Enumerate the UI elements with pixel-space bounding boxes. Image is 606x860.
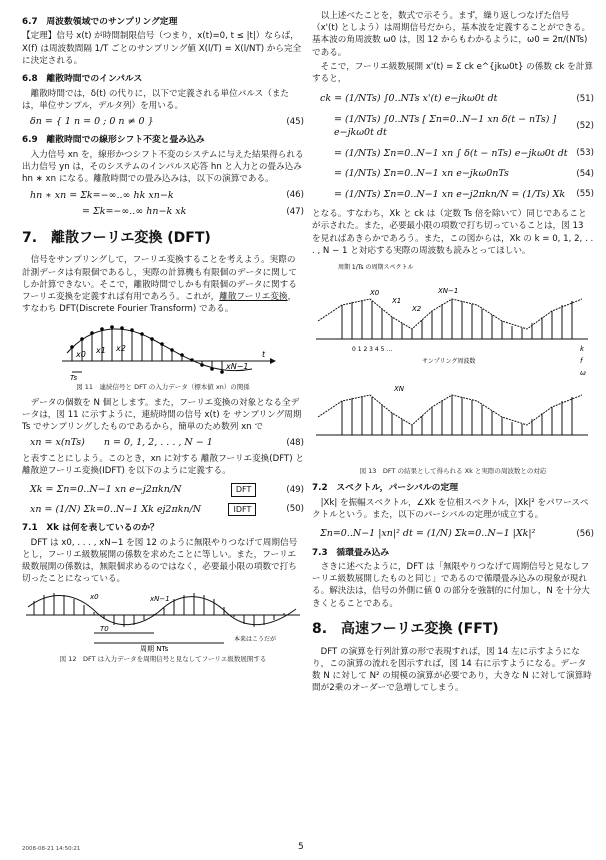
fig12-label-t0: T0 xyxy=(100,625,109,634)
equation-54-number: (54) xyxy=(576,168,594,179)
section-7-2-text: |Xk| を振幅スペクトル，∠Xk を位相スペクトル，|Xk|² をパワースペクトルという。また，以下のパーシバルの定理が成立する。 xyxy=(312,497,589,520)
section-7-text-1 xyxy=(22,254,304,315)
equation-49-body: Xk = Σn=0..N−1 xn e−j2πkn/N xyxy=(30,484,182,496)
fig13-bottom-stems xyxy=(342,395,572,435)
equation-53-body: = (1/NTs) Σn=0..N−1 xn ∫ δ(t − nTs) e−jkω0t dt xyxy=(334,147,568,159)
fig13-label-xn1: XN−1 xyxy=(438,286,459,295)
equation-47-body: = Σk=−∞..∞ hn−k xk xyxy=(82,206,187,218)
fig11-axis-arrow xyxy=(270,358,276,364)
fig11-label-x1: x1 xyxy=(96,346,106,356)
section-6-7-title: 6.7 周波数領域でのサンプリング定理 xyxy=(22,17,178,27)
fig12-label-period: 周期 NTs xyxy=(140,645,169,654)
right-text-2: そこで，フーリエ級数展開 x'(t) = Σ ck e^{jkω0t} の係数 ck を計算すると， xyxy=(312,61,593,85)
fig11-label-ts: Ts xyxy=(70,374,78,382)
equation-47 xyxy=(22,205,304,218)
fig13-label-x2: X2 xyxy=(412,304,422,313)
right-text-3: となる。すなわち，Xk と ck は（定数 Ts 倍を除いて）同じであることが示された。また，必要最小限の項数で打ち切っていることは，図 13 を見ればあきらかであろう。また，この図からは，Xk の k = 0, 1, 2, . . . , N − 1 と対応する実際の周波数も読みとってほしい。 xyxy=(312,209,594,256)
figure-11-caption: 図 11 連続信号と DFT の入力データ（標本値 xn）の関係 xyxy=(76,383,250,392)
right-column xyxy=(312,10,594,697)
equation-52-number: (52) xyxy=(576,121,594,132)
equation-49 xyxy=(22,483,304,496)
equation-53-number: (53) xyxy=(576,148,594,159)
section-8-title: 8. 高速フーリエ変換 (FFT) xyxy=(312,620,499,637)
equation-56-number: (56) xyxy=(576,528,594,539)
dft-term-link: 離散フーリエ変換 xyxy=(219,292,288,303)
figure-12-caption: 図 12 DFT は入力データを周期信号と見なしてフーリエ級数展開する xyxy=(59,655,267,664)
fig11-signal-curve xyxy=(67,329,252,371)
fig13-label-f: f xyxy=(580,356,583,365)
section-6-9-text: 入力信号 xn を，線形かつシフト不変のシステムに与えた結果得られる出力信号 yn は，そのシステムのインパルス応答 hn と入力との畳み込み hn ∗ xn になる。離散時間での畳み込みは，以下の演算である。 xyxy=(22,149,304,185)
equation-49-number: (49) xyxy=(286,484,304,495)
fig13-label-k: k xyxy=(580,344,585,353)
fig11-label-x0: x0 xyxy=(76,350,86,360)
equation-50 xyxy=(22,503,304,516)
section-7-1-text: DFT は x0, . . . , xN−1 を図 12 のように無限やりつなげて周期信号とし，フーリエ級数展開の係数を求めたことに等しい。また，フーリエ級数展開の係数は，無限個求めるのではなく，必要最小限の項数で打ち切ったことになっている。 xyxy=(22,537,298,585)
section-7-text-1-tail: ，すなわち DFT(Discrete Fourier Transform) である。 xyxy=(22,292,297,315)
equation-47-number: (47) xyxy=(286,206,304,217)
figure-12 xyxy=(22,587,304,653)
equation-53 xyxy=(312,147,594,160)
section-7-2-title: 7.2 スペクトル，パーシバルの定理 xyxy=(312,483,459,494)
equation-48-body: xn = x(nTs) n = 0, 1, 2, . . . , N − 1 xyxy=(30,437,213,449)
section-8-text: DFT の演算を行列計算の形で表現すれば，図 14 左に示すようになり，この演算の流れを図示すれば，図 14 右に示すようになる。データ数 N に対して N² の規模の演算が必要であり，大きな N に対して演算時間が2乗のオーダーで急増してしまう。 xyxy=(312,646,592,694)
equation-56-body: Σn=0..N−1 |xn|² dt = (1/N) Σk=0..N−1 |Xk|² xyxy=(320,528,536,540)
equation-55-body: = (1/NTs) Σn=0..N−1 xn e−j2πkn/N = (1/Ts) Xk xyxy=(334,188,566,200)
section-7-3-title: 7.3 循環畳み込み xyxy=(312,547,390,558)
fig13-label-x1: X1 xyxy=(392,296,402,305)
fig11-label-xn1: xN−1 xyxy=(226,362,249,372)
section-6-7-text: 【定理】信号 x(t) が時間制限信号（つまり，x(t)=0, t ≤ |t|）ならば，X(f) は周波数間隔 1/T ごとのサンプリング値 X(l/T) = X(l/NT) から完全に決定される。 xyxy=(22,31,302,66)
equation-55-number: (55) xyxy=(576,189,594,200)
section-6-9-title: 6.9 離散時間での線形シフト不変と畳み込み xyxy=(22,135,205,146)
fig13-label-sampling: サンプリング周波数 xyxy=(422,357,476,365)
equation-46 xyxy=(22,189,304,202)
equation-48-number: (48) xyxy=(286,437,304,448)
equation-56 xyxy=(312,527,594,540)
fig12-label-x0: x0 xyxy=(90,593,99,602)
equation-51-body: ck = (1/NTs) ∫0..NTs x'(t) e−jkω0t dt xyxy=(320,93,498,105)
fig13-label-xn: XN xyxy=(394,384,405,393)
section-7-1-title: 7.1 Xk は何を表しているのか？ xyxy=(22,523,159,534)
fig13-top-stems xyxy=(342,296,572,339)
fig11-label-t: t xyxy=(262,350,266,360)
section-6-8-text: 離散時間では，δ(t) の代りに，以下で定義される単位パルス（または，単位サンプル，デルタ列）を用いる。 xyxy=(22,88,290,111)
fig13-label-omega: ω xyxy=(580,368,586,377)
equation-45-number: (45) xyxy=(286,116,304,127)
equation-49-tag: DFT xyxy=(231,483,257,496)
section-7-3-text: さきに述べたように，DFT は「無限やりつなげて周期信号と見なしフーリエ級数展開したものと同じ」であるので循環畳み込みの現象が現れる。解決法は，信号の外側に値 0 の部分を強制的に付加し，N を十分大きくとることである。 xyxy=(312,562,590,609)
equation-55 xyxy=(312,188,594,201)
equation-46-number: (46) xyxy=(286,190,304,201)
fig12-label-note: 本来はこうだが xyxy=(234,636,277,644)
equation-50-body: xn = (1/N) Σk=0..N−1 Xk ej2πkn/N xyxy=(30,503,202,515)
equation-51-number: (51) xyxy=(576,93,594,104)
section-7-title: 7. 離散フーリエ変換 (DFT) xyxy=(22,229,211,246)
equation-48 xyxy=(22,436,304,449)
figure-11 xyxy=(22,317,304,381)
equation-50-tag: IDFT xyxy=(228,503,256,516)
section-7-text-4: と表すことにしよう。このとき，xn に対する 離散フーリエ変換(DFT) と離散逆フーリエ変換(IDFT) を以下のように定義する。 xyxy=(22,453,304,476)
section-7-text-3: データの個数を N 個とします。また，フーリエ変換の対象となる全データは，図 11 に示すように，連続時間の信号 x(t) を サンプリング周期 Ts でサンプリングしたものであるから，簡単のため数列 xn で xyxy=(22,397,302,433)
fig13-k-index-row: 0 1 2 3 4 5 … xyxy=(352,345,393,353)
equation-46-body: hn ∗ xn = Σk=−∞..∞ hk xn−k xyxy=(30,189,174,201)
equation-50-number: (50) xyxy=(286,504,304,515)
right-text-1: 以上述べたことを，数式で示そう。まず，繰り返しつなげた信号（x'(t) としよう）は周期信号だから，基本波を定義することができる。基本波の角周波数 ω0 は，図 12 からもわかるように，ω0 = 2π/(NTs) である。 xyxy=(312,11,591,58)
fig13-label-x0: X0 xyxy=(370,288,380,297)
left-column xyxy=(22,10,304,669)
equation-45 xyxy=(22,115,304,128)
section-7-text-1-body: 信号をサンプリングして，フーリエ変換することを考えよう。実際の計測データは有限個であるし，実際の計算機も有限個のデータに関してしか計算できない。そこで，離散時間でしかも有限個のデータに関するフーリエ変換を定義すれば有用であろう。これが， xyxy=(22,255,298,303)
equation-52 xyxy=(312,113,594,140)
equation-51 xyxy=(312,92,594,105)
section-6-8-title: 6.8 離散時間でのインパルス xyxy=(22,74,143,85)
footer-timestamp: 2008-08-21 14:50:21 xyxy=(22,846,81,853)
fig13-label-period: 周期 1/Ts の周期スペクトル xyxy=(338,263,414,271)
fig11-sample-stems xyxy=(70,326,224,375)
equation-52-body: = (1/NTs) ∫0..NTs [ Σn=0..N−1 xn δ(t − nTs) ] e−jkω0t dt xyxy=(334,113,557,139)
fig12-label-xn1: xN−1 xyxy=(150,595,170,604)
fig11-label-x2: x2 xyxy=(116,344,126,354)
equation-54 xyxy=(312,167,594,180)
figure-13-caption: 図 13 DFT の結果として得られる Xk と実際の周波数との対応 xyxy=(359,466,547,475)
equation-54-body: = (1/NTs) Σn=0..N−1 xn e−jkω0nTs xyxy=(334,168,509,180)
page-number: 5 xyxy=(298,842,304,853)
equation-45-body: δn = { 1 n = 0 ; 0 n ≠ 0 } xyxy=(30,115,154,127)
figure-13 xyxy=(312,259,594,465)
